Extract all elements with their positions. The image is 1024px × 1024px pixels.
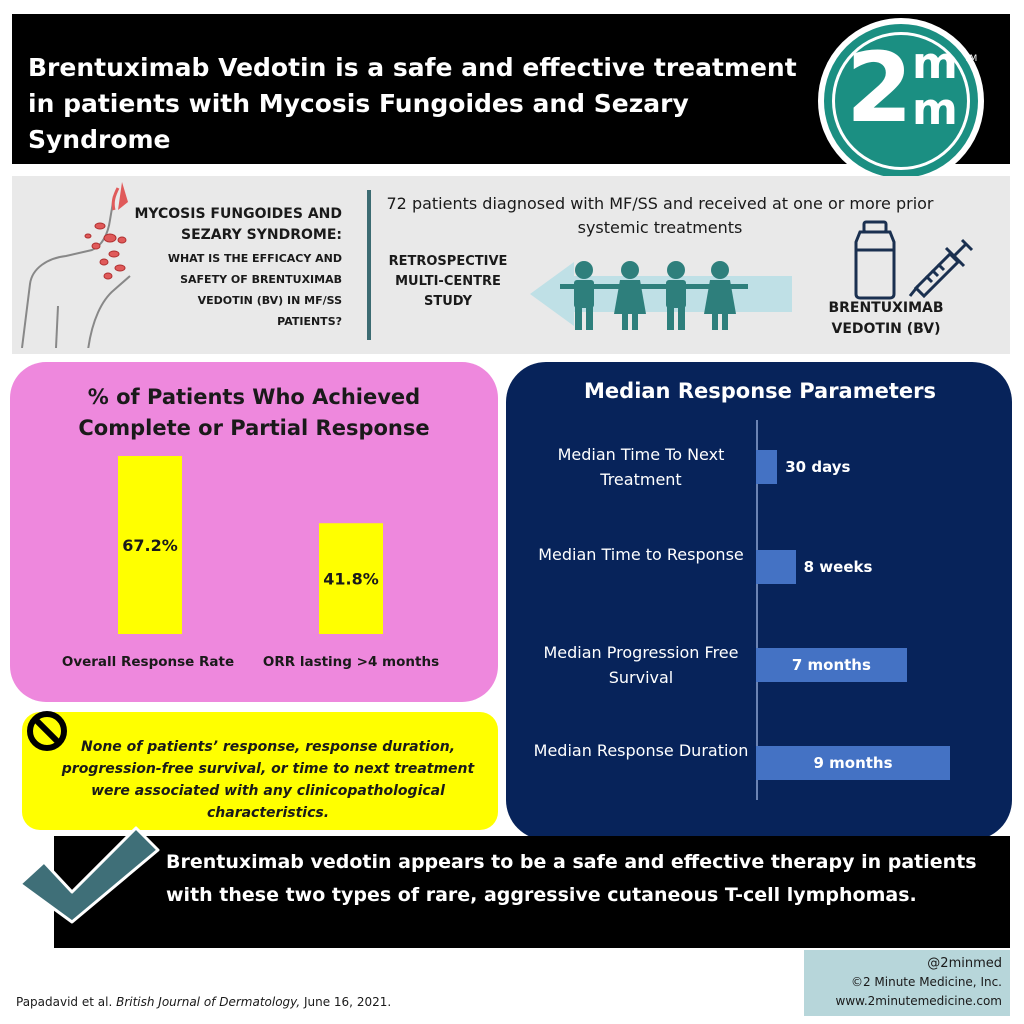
median-category-label: Median Progression Free Survival bbox=[543, 643, 739, 687]
median-value-label: 30 days bbox=[785, 458, 851, 476]
citation-authors: Papadavid et al. bbox=[16, 995, 113, 1009]
median-chart-title: Median Response Parameters bbox=[584, 379, 936, 403]
drug-vial-syringe-illustration bbox=[846, 218, 974, 300]
citation-date: June 16, 2021. bbox=[303, 995, 392, 1009]
conclusion-text: Brentuximab vedotin appears to be a safe and effective therapy in patients with these two types of rare, aggressive cutaneous T-cell lymphomas. bbox=[166, 851, 977, 906]
vial-icon bbox=[856, 232, 894, 298]
median-category-label: Median Time To Next Treatment bbox=[557, 445, 725, 489]
citation bbox=[16, 994, 391, 1010]
checkmark-icon bbox=[14, 822, 160, 926]
median-value-label: 9 months bbox=[813, 754, 893, 772]
patients-arrow-illustration bbox=[530, 258, 792, 334]
skin-lesion-body-illustration bbox=[18, 180, 134, 348]
study-design-label: RETROSPECTIVE MULTI-CENTRE STUDY bbox=[388, 254, 508, 309]
note-text: None of patients’ response, response duration, progression-free survival, or time to next treatment were associated with any clinicopathological characteristics. bbox=[61, 739, 475, 821]
arrow-left-icon bbox=[530, 262, 792, 326]
median-category-label: Median Time to Response bbox=[538, 545, 744, 564]
study-population: 72 patients diagnosed with MF/SS and received at one or more prior systemic treatments bbox=[386, 194, 934, 237]
copyright-text: ©2 Minute Medicine, Inc. bbox=[850, 975, 1002, 989]
study-question-body: WHAT IS THE EFFICACY AND SAFETY OF BRENTUXIMAB VEDOTIN (BV) IN MF/SS PATIENTS? bbox=[167, 252, 342, 328]
response-chart-title: % of Patients Who Achieved Complete or Partial Response bbox=[78, 385, 430, 440]
brand-logo bbox=[818, 18, 984, 184]
response-bar-value-label: 41.8% bbox=[323, 569, 379, 589]
logo-letter-top: m bbox=[912, 38, 958, 89]
citation-journal: British Journal of Dermatology, bbox=[116, 995, 301, 1009]
median-value-label: 8 weeks bbox=[803, 558, 873, 576]
response-category-label: Overall Response Rate bbox=[61, 654, 235, 670]
logo-letter-bottom: m bbox=[912, 84, 958, 135]
response-bar-value-label: 67.2% bbox=[122, 535, 178, 555]
response-rate-chart bbox=[30, 456, 470, 684]
credit-box bbox=[804, 950, 1010, 1016]
median-value-label: 7 months bbox=[791, 656, 871, 674]
social-handle: @2minmed bbox=[927, 956, 1002, 971]
page-title: Brentuximab Vedotin is a safe and effective treatment in patients with Mycosis Fungoides and Sezary Syndrome bbox=[28, 53, 797, 154]
median-bar bbox=[756, 450, 777, 484]
logo-numeral: 2 bbox=[846, 32, 909, 144]
study-question-title: MYCOSIS FUNGOIDES AND SEZARY SYNDROME: bbox=[134, 206, 342, 243]
website-link[interactable]: www.2minutemedicine.com bbox=[835, 994, 1002, 1008]
response-category-label: ORR lasting >4 months bbox=[262, 654, 440, 670]
median-bar bbox=[756, 550, 796, 584]
logo-trademark: TM bbox=[964, 54, 978, 64]
drug-label: BRENTUXIMAB VEDOTIN (BV) bbox=[828, 300, 944, 337]
median-category-label: Median Response Duration bbox=[533, 741, 749, 760]
panel-divider bbox=[367, 190, 371, 340]
